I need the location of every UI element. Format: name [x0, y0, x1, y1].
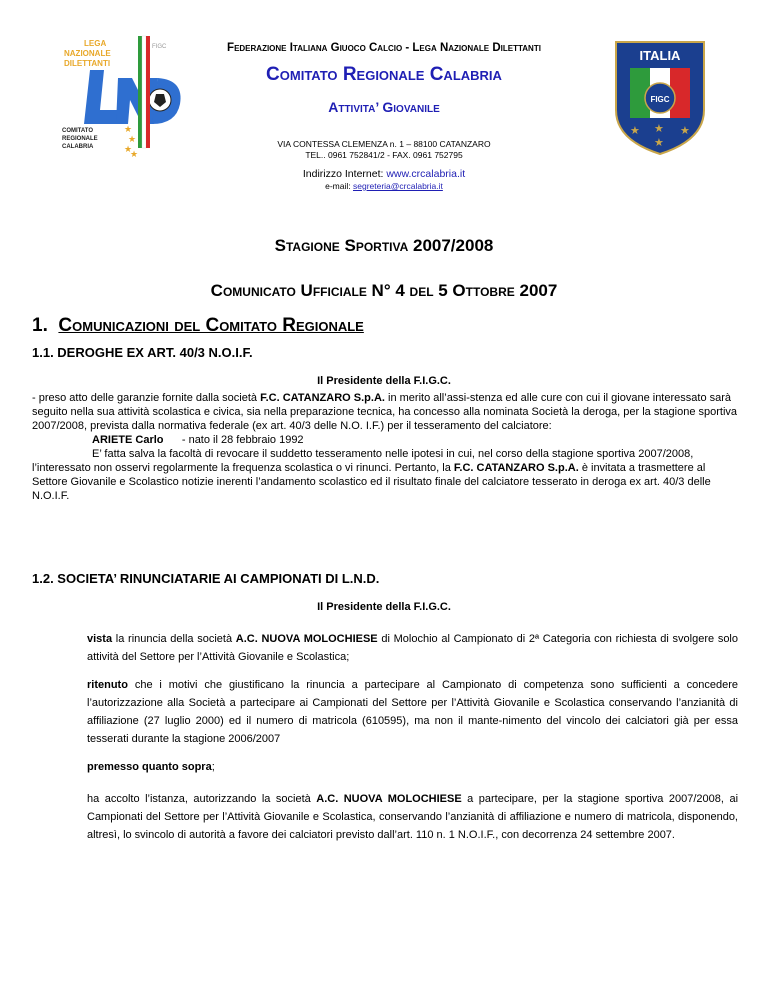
svg-text:LND: LND [60, 32, 63, 33]
player-birth: - nato il 28 febbraio 1992 [163, 434, 304, 446]
svg-text:★: ★ [124, 144, 133, 154]
subsection-2-title: 1.2. SOCIETA’ RINUNCIATARIE AI CAMPIONATI DI L.N.D. [32, 571, 380, 586]
accolto-paragraph: ha accolto l’istanza, autorizzando la società A.C. NUOVA MOLOCHIESE a partecipare, per la stagione sportiva 2007/2008, ai Campionati del Settore per l’Attività Giovanile e Scolastica, conservando l’anzianità di affiliazione e numero di matricola, disponendo, altresì, lo svincolo di autorità a favore dei calciatori previsto dall’art. 110 n. 1 N.O.I.F., con decorrenza 24 settembre 2007. [87, 793, 739, 841]
svg-text:FIGC: FIGC [650, 95, 670, 104]
email-line [150, 181, 618, 191]
svg-text:★: ★ [680, 125, 690, 137]
player-name: ARIETE Carlo [92, 434, 164, 446]
activity-name: Attivita’ Giovanile [328, 99, 440, 115]
svg-text:NAZIONALE: NAZIONALE [64, 49, 111, 58]
svg-text:CALABRIA: CALABRIA [62, 144, 94, 150]
svg-text:LEGA: LEGA [84, 39, 107, 48]
address-line: VIA CONTESSA CLEMENZA n. 1 – 88100 CATANZARO [277, 139, 491, 149]
club-name: A.C. NUOVA MOLOCHIESE [316, 793, 462, 805]
svg-text:★: ★ [124, 124, 133, 134]
svg-text:FIGC: FIGC [152, 44, 167, 50]
section-title: Comunicazioni del Comitato Regionale [58, 315, 364, 336]
phone-line: TEL.. 0961 752841/2 - FAX. 0961 752795 [305, 150, 463, 160]
section-heading [32, 315, 364, 337]
club-name: A.C. NUOVA MOLOCHIESE [235, 633, 378, 645]
premesso-paragraph: premesso quanto sopra; [87, 761, 215, 773]
email-link[interactable]: segreteria@crcalabria.it [352, 181, 443, 191]
svg-text:★: ★ [128, 134, 137, 144]
internet-label: Indirizzo Internet: [302, 168, 387, 180]
president-heading-2: Il Presidente della F.I.G.C. [317, 601, 451, 613]
website-link[interactable]: www.crcalabria.it [386, 168, 466, 180]
figc-logo [614, 40, 706, 156]
svg-text:ITALIA: ITALIA [639, 48, 681, 63]
svg-text:★: ★ [654, 137, 664, 149]
svg-text:DILETTANTI: DILETTANTI [64, 59, 111, 68]
svg-text:★: ★ [630, 125, 640, 137]
svg-text:REGIONALE: REGIONALE [62, 136, 98, 142]
season-title: Stagione Sportiva 2007/2008 [274, 236, 494, 255]
vista-paragraph: vista la rinuncia della società A.C. NUOVA MOLOCHIESE di Molochio al Campionato di 2ª Categoria con richiesta di svolgere solo attività del Settore per l’Attività Giovanile e Scolastica; [87, 633, 738, 663]
address-block [150, 139, 618, 161]
president-heading-1: Il Presidente della F.I.G.C. [317, 375, 451, 387]
club-name: F.C. CATANZARO S.p.A. [453, 462, 579, 474]
svg-text:COMITATO: COMITATO [62, 128, 93, 134]
federation-name: Federazione Italiana Giuoco Calcio - Lega Nazionale Dilettanti [227, 42, 541, 54]
subsection-1-title: 1.1. DEROGHE EX ART. 40/3 N.O.I.F. [32, 345, 253, 360]
email-label: e-mail: [325, 181, 353, 191]
comunicato-title: Comunicato Ufficiale N° 4 del 5 Ottobre 2007 [210, 281, 558, 300]
committee-name: Comitato Regionale Calabria [266, 64, 502, 85]
deroghe-paragraph: - preso atto delle garanzie fornite dalla società F.C. CATANZARO S.p.A. in merito all’assi-stenza ed alle cure con cui il giovane interessato sarà seguito nella sua attività scolastica e civica, sia nella preparazione tecnica, ha concesso alla nominata Società la deroga, per la stagione sportiva 2007/2008, prevista dalla normativa federale (ex art. 40/3 delle N.O. I.F.) per il tesseramento del calciatore: ARIETE Carlo - nato il 28 febbraio 1992 E’ fatta salva la facoltà di revocare il suddetto tesseramento nelle ipotesi in cui, nel corso della stagione sportiva 2007/2008, l’interessato non osservi regolarmente la frequenza scolastica o vi rinunci. Pertanto, la F.C. CATANZARO S.p.A. è invitata a trasmettere al Settore Giovanile e Scolastico notizie inerenti l’andamento scolastico ed il risultato finale del calciatore tesserato in deroga ex art. 40/3 delle N.O.I.F. [32, 392, 738, 502]
svg-text:★: ★ [654, 123, 664, 135]
club-name: F.C. CATANZARO S.p.A. [260, 392, 385, 404]
ritenuto-paragraph: ritenuto che i motivi che giustificano la rinuncia a partecipare al Campionato di competenza sono sufficienti a concedere l’autorizzazione alla Società a partecipare ai Campionati del Settore per l’Attività Giovanile e Scolastica conservando l’anzianità di affiliazione (27 luglio 2000) ed il numero di matricola (610595), ma non il mante-nimento del vincolo dei calciatori già per essa tesserati durante la stagione 2006/2007 [87, 679, 738, 745]
internet-line [150, 168, 618, 180]
svg-text:★: ★ [130, 149, 139, 158]
section-number: 1. [32, 315, 48, 336]
